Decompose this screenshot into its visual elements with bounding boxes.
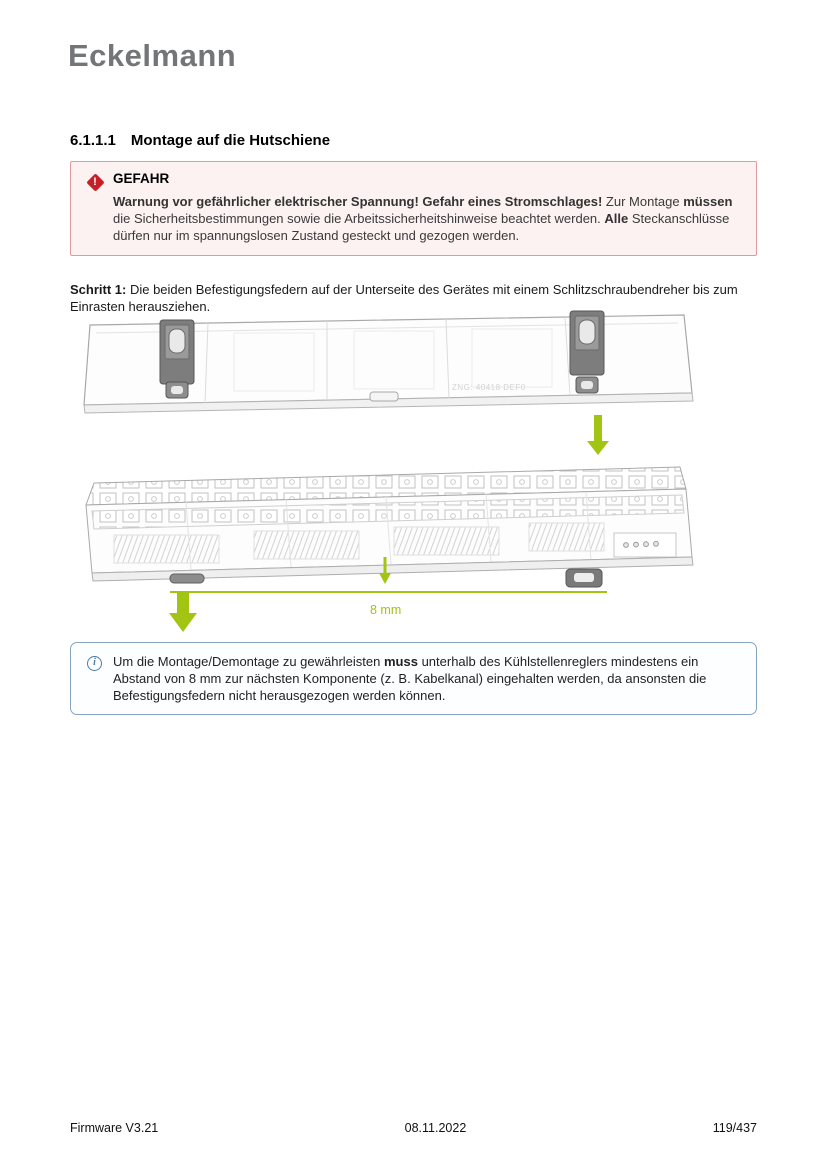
danger-text [113,193,742,244]
warning-diamond-icon [86,173,104,191]
info-text-normal-2: unterhalb des Kühlstellenreglers mindestens ein Abstand von 8 mm zur nächsten Komponente (z. B. Kabelkanal) eingehalten werden, da ansonsten die Befestigungsfedern nicht herausgezogen werden können. [113,654,707,703]
step1-label: Schritt 1: [70,282,127,297]
center-latch [370,392,398,401]
mounting-spring-handle [566,569,602,587]
info-notice-box [70,642,757,715]
info-text-bold-1: muss [383,654,418,669]
danger-text-normal-1: Zur Montage [602,194,684,209]
danger-text-bold-3: Alle [604,211,629,226]
warning-exclamation-glyph: ! [93,176,97,188]
page-footer [70,1121,757,1135]
danger-title: GEFAHR [113,171,170,186]
footer-page-number: 119/437 [712,1121,757,1135]
danger-text-bold-1: Warnung vor gefährlicher elektrischer Spannung! Gefahr eines Stromschlages! [113,194,603,209]
clearance-arrow-icon [169,593,197,632]
step1-text: Die beiden Befestigungsfedern auf der Unterseite des Gerätes mit einem Schlitzschraubendreher bis zum Einrasten herausziehen. [70,282,738,314]
info-text [113,653,742,704]
danger-text-normal-3: Steckanschlüsse dürfen nur im spannungslosen Zustand gesteckt und gezogen werden. [113,211,730,243]
eckelmann-logo: Eckelmann [68,38,237,73]
footer-date: 08.11.2022 [404,1121,467,1135]
din-rail-tab [170,574,204,583]
dimension-label: 8 mm [370,603,402,617]
info-text-normal-1: Um die Montage/Demontage zu gewährleisten [113,654,384,669]
figure-device-underside [74,303,719,458]
info-glyph: i [93,657,96,668]
figure-watermark: ZNG: 40418 DEF0 [452,383,526,392]
danger-text-bold-2: müssen [683,194,733,209]
danger-notice-box [70,161,757,256]
device-underside-drawing [74,303,719,458]
footer-firmware-version: Firmware V3.21 [70,1121,159,1135]
section-heading [70,132,330,149]
info-circle-icon [87,656,102,671]
green-arrow-down-icon [587,415,609,455]
figure-device-front [74,457,719,642]
section-title: Montage auf die Hutschiene [130,132,331,149]
danger-text-normal-2: die Sicherheitsbestimmungen sowie die Arbeitssicherheitshinweise beachtet werden. [113,211,605,226]
section-number: 6.1.1.1 [70,132,116,149]
